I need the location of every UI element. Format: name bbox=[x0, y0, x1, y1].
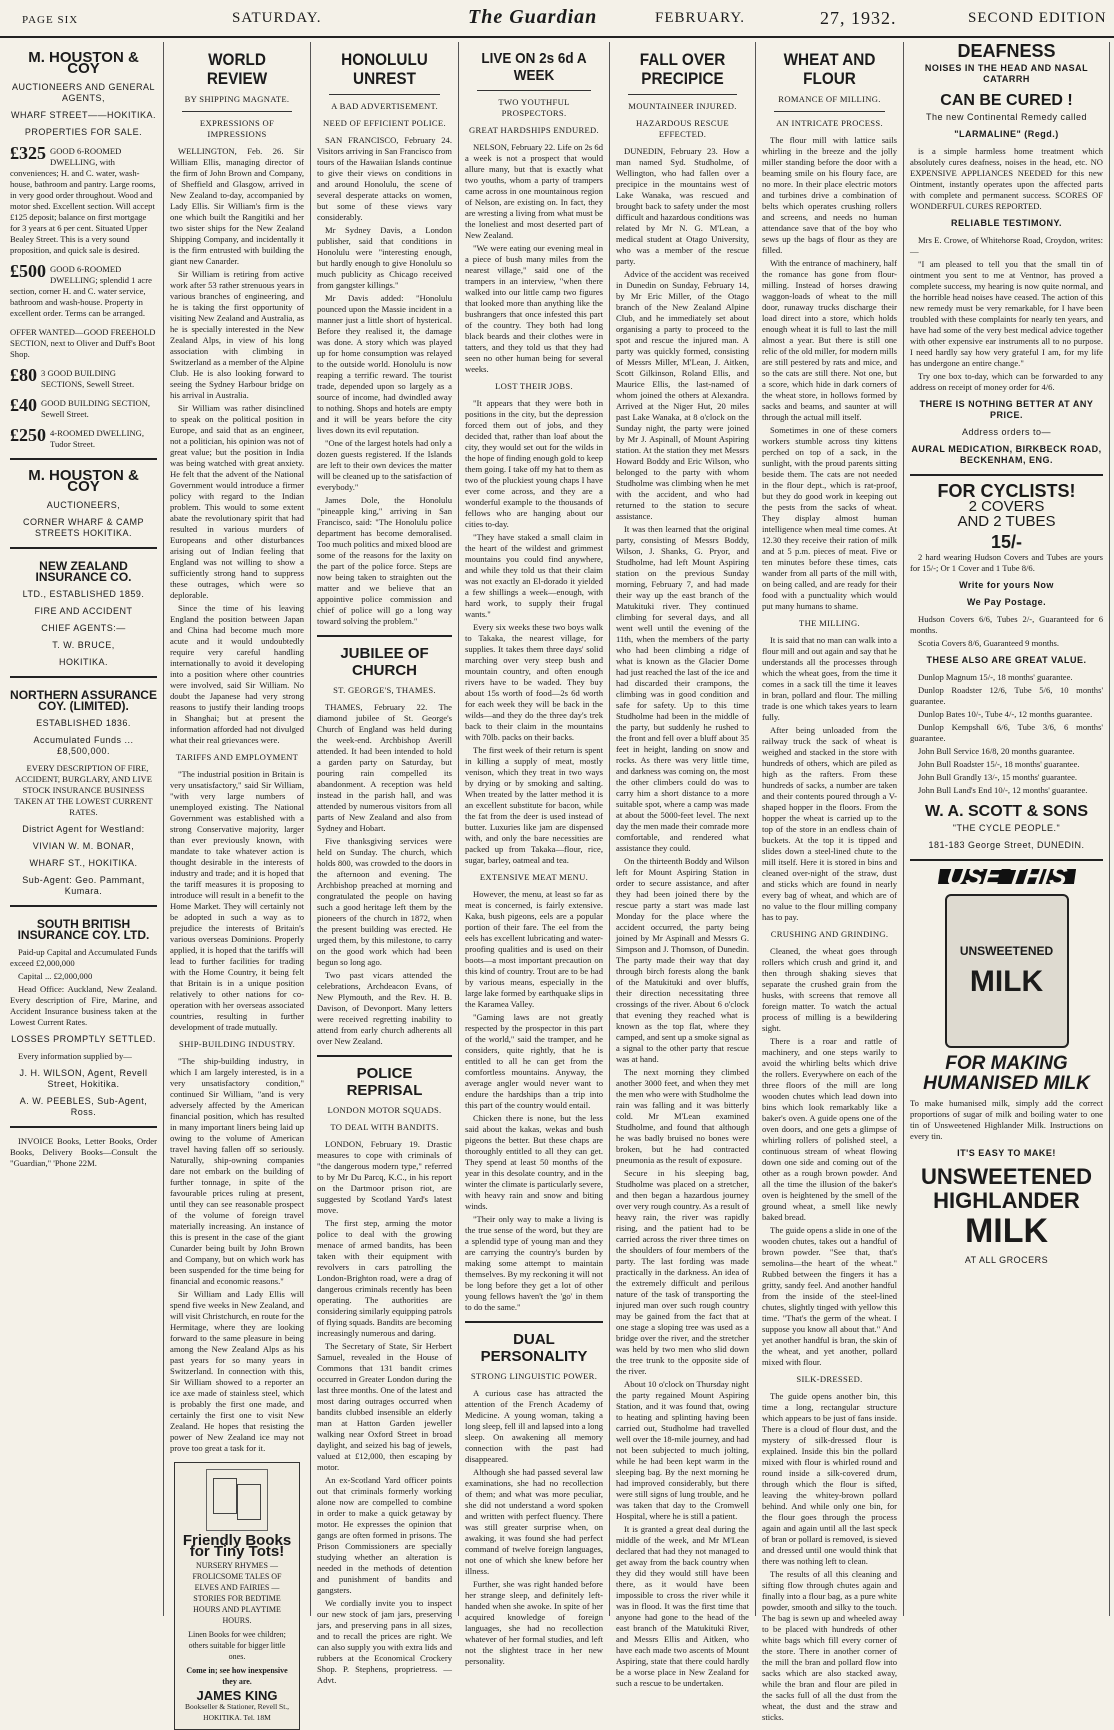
article-paragraph: Chicken there is none, but the less said about the kakas, wekas and bush pigeons the better. But these chaps are thoroughly entitled to all they can get. They spend at least 50 months of the year in this desolate country, and in the winter the climate is particularly severe, with heavy rain and snow and biting winds. bbox=[465, 1113, 603, 1211]
article-paragraph: Sir William is retiring from active work after 53 rather strenuous years in various branches of engineering, and he is taking the first opportunity of visiting New Zealand and Australia, as he is specially interested in the New Zealand Alps, in view of his long association with climbing in Switzerland as a member of the Alpine Club. He is also looking forward to seeing the Sydney Harbour bridge on his arrival in Australia. bbox=[170, 269, 304, 400]
divider bbox=[317, 635, 452, 637]
article-paragraph: Every six weeks these two boys walk to Takaka, the nearest village, for supplies. It takes them three days' solid marching over very steep bush and mountain country, and often enough rivers have to be waded. They buy about 15s worth of food—2s 6d worth for each week they will be back in the wilds—and they do the three day's trek back to their claim in the mountains with 70lb. packs on their backs. bbox=[465, 622, 603, 742]
article-paragraph: It is said that no man can walk into a flour mill and out again and say that he understands all the processes through which the wheat goes, from the time it comes in a sack till the time it leaves in bran, pollard and flour. The milling trade is one which takes years to learn fully. bbox=[762, 635, 897, 722]
article-paragraph: Two past vicars attended the celebrations, Archdeacon Evans, of New Plymouth, and the Rev. H. B. Davison, of Devonport. Many letters were received regretting inability to attend from early church adherents all over New Zealand. bbox=[317, 970, 452, 1046]
subheading: AN INTRICATE PROCESS. bbox=[776, 118, 883, 128]
cyclists-hudson: Hudson Covers 6/6, Tubes 2/-, Guaranteed for 6 months. bbox=[910, 614, 1103, 635]
houston2-ad-role: AUCTIONEERS, bbox=[46, 500, 121, 510]
south-british-capital2: Capital ... £2,000,000 bbox=[18, 971, 93, 981]
tyre-item: John Bull Land's End 10/-, 12 months' guarantee. bbox=[918, 785, 1088, 795]
column-wheat-flour bbox=[756, 42, 904, 1722]
deafness-product: "LARMALINE" (Regd.) bbox=[954, 129, 1059, 139]
article-paragraph: About 10 o'clock on Thursday night the party regained Mount Aspiring Station, and it was found that, owing to heating and splinting having been carried out, Studholme had travelled well over the 18-mile journey, and had not been subjected to much jolting, while he had been kept warm in the sleeping bag. By the next morning he had improved considerably, but there were still signs of lung trouble, and he was taken that day to the Cromwell Hospital, where he is still a patient. bbox=[616, 1379, 749, 1521]
milk-word: MILK bbox=[964, 1212, 1049, 1250]
article-paragraph: James Dole, the Honolulu "pineapple king," arriving in San Francisco, said: "The Honolulu police department has become demoralised. Too much politics and mixed blood are some of the reasons for the laxity on the part of the police force. Steps are now being taken to straighten out the matter and we believe that an appointive police commission and chief of police will go a long way toward solving the problem." bbox=[317, 495, 452, 626]
article-paragraph: The next morning they climbed another 3000 feet, and when they met the men who were with Studholme the rain was falling and it was bitterly cold. Mr M'Lean examined Studholme, and found that although he was badly bruised no bones were broken, but he had contracted pneumonia as the result of exposure. bbox=[616, 1067, 749, 1165]
cyclists-scotia: Scotia Covers 8/6, Guaranteed 9 months. bbox=[918, 638, 1060, 648]
divider bbox=[182, 111, 292, 112]
divider bbox=[10, 547, 157, 549]
article-paragraph: "Their only way to make a living is the true sense of the word, but they are a splendid type of young man and they are carrying the country's burden by making some attempt to maintain themselves. By my reckoning it will not be long before they get a lot of other young fellows haven't the 'go' in them to do the same." bbox=[465, 1214, 603, 1312]
milk-use-this: USE THIS bbox=[937, 869, 1075, 884]
divider bbox=[477, 90, 591, 91]
article-paragraph: Sir William was rather disinclined to speak on the political position in Europe, and said that as an engineer, not a politician, his opinion was not of great value; but the position in India was being watched with great anxiety. He felt that the advent of the National Government would introduce a firmer policy with regard to the Indian problem. This would to some extent abate the revolutionary spirit that had resulted in various murders of Europeans and other disturbances arising out of Indian feeling that England was not willing to show a sufficiently strong hand to suppress these outrages, which were so deplorable. bbox=[170, 403, 304, 600]
article-paragraph: An ex-Scotland Yard officer points out that criminals formerly working alone now are compelled to combine in order to make a quick getaway by motor. He expresses the opinion that gangs are often formed in prisons. The Prison Commissioners are specially studying whether an alteration is needed in the methods of detention and punishment of bandits and gangsters. bbox=[317, 1475, 452, 1595]
nz-insurance-name: NEW ZEALAND INSURANCE CO. bbox=[35, 559, 132, 584]
article-paragraph: On the thirteenth Boddy and Wilson left for Mount Aspiring Station in order to secure assistance, and after they had been joined there by the rescue party a start was made last Monday for the place where the accident occurred, the party being joined by Mr Aspinall and Messrs G. Simpson and J. Thomson, of Dunedin. The party made their way that day through birch forests along the bank of the Matukituki and over bluffs, their direction necessitating three crossings of the river. About 6 o'clock that evening they reached what is known as the top flat, where they camped, and sent up a smoke signal as a signal to the other party that rescue was at hand. bbox=[616, 856, 749, 1064]
property-listing bbox=[10, 425, 157, 450]
houston-ad-name: M. HOUSTON & COY bbox=[28, 49, 139, 77]
books-shop: JAMES KING bbox=[196, 1688, 278, 1703]
milk-unsweetened: UNSWEETENED bbox=[920, 1164, 1093, 1189]
property-description: 3 GOOD BUILDING SECTIONS, Sewell Street. bbox=[41, 368, 135, 389]
article-paragraph: However, the menu, at least so far as meat is concerned, is fairly extensive. Kaka, bush pigeons, eels are a popular portion of their fare. The eel from the eels has excellent lubricating and water-proofing qualities and is used on their boots—a most important precaution on this kind of country. Trout are to be had by various means, especially in the large lake formed by earthquake slips in the Karamea Valley. bbox=[465, 889, 603, 1009]
article-paragraph: There is a roar and rattle of machinery, and one steps warily to avoid the whirling belts which drive the rollers. Everywhere on each of the three floors of the mill are long wooden chutes which lead down into bins which look remarkably like a baker's oven. A guide opens one of the oven doors, and one gets a glimpse of whirling rollers of polished steel, a continuous stream of wheat flowing down one side and coming out of the other as a rough brown powder. And all the time the illusion of the baker's oven is heightened by the smell of the ground wheat, a smell like newly baked bread. bbox=[762, 1036, 897, 1222]
headline-live-on: LIVE ON 2s 6d A WEEK bbox=[481, 50, 587, 84]
property-listing bbox=[10, 365, 157, 390]
property-description: GOOD BUILDING SECTION, Sewell Street. bbox=[41, 398, 151, 419]
books-come: Come in; see how inexpensive they are. bbox=[186, 1666, 288, 1686]
article-paragraph: THAMES, February 22. The diamond jubilee of St. George's Church of England was held during the week-end. Archbishop Averill attended. It had been intended to hold a garden party on Saturday, but pouring rain compelled its abandonment. A reception was held instead in the parish hall, and was attended by numerous visitors from all parts of New Zealand and also from Sydney and Hobart. bbox=[317, 702, 452, 833]
headline-wheat-flour: WHEAT AND FLOUR bbox=[783, 50, 876, 88]
nz-insurance-type: FIRE AND ACCIDENT bbox=[34, 606, 133, 616]
divider bbox=[10, 676, 157, 678]
northern-description: EVERY DESCRIPTION OF FIRE, ACCIDENT, BURGLARY, AND LIVE STOCK INSURANCE BUSINESS TAKEN AT THE LOWEST CURRENT RATES. bbox=[14, 763, 153, 817]
article-paragraph: WELLINGTON, Feb. 26. Sir William Ellis, managing director of the firm of John Brown and Company, of Sheffield and Glasgow, arrived in New Zealand to-day, accompanied by Lady Ellis. Sir William's firm is the one which built the Rangitiki and her two sister ships for the New Zealand Shipping Company, and incidentally it is the firm entrusted with building the giant new Canarder. bbox=[170, 146, 304, 266]
article-paragraph: "It appears that they were both in positions in the city, but the depression forced them out of jobs, and they decided that, rather than loaf about the city, they would set out for the wilds in the hope of finding enough gold to keep them going. I take off my hat to them as two of the pluckiest young chaps I have ever come across, and they are a wonderful example to the thousands of fellows who are hanging about our cities to-day. bbox=[465, 398, 603, 529]
property-listing bbox=[10, 143, 157, 256]
subheading: EXTENSIVE MEAT MENU. bbox=[479, 872, 589, 882]
newspaper-title: The Guardian bbox=[468, 6, 598, 28]
deafness-box: Try one box to-day, which can be forwarded to any address on receipt of money order for 4/6. bbox=[910, 371, 1103, 392]
northern-established: ESTABLISHED 1836. bbox=[36, 718, 131, 728]
article-paragraph: NELSON, February 22. Life on 2s 6d a week is not a prospect that would allure many, but that is exactly what two youths, whom a party of trampers came across in one mountainous region of Nelson, are existing on. In fact, they are wresting a living from what must be the loneliest and most deserted part of New Zealand. bbox=[465, 142, 603, 240]
nz-insurance-town: HOKITIKA. bbox=[58, 657, 108, 667]
property-price: £40 bbox=[10, 395, 37, 415]
headline-world-review: WORLD REVIEW bbox=[206, 50, 268, 88]
masthead-day: SATURDAY. bbox=[232, 10, 322, 26]
scott-tagline: "THE CYCLE PEOPLE." bbox=[952, 823, 1061, 833]
milk-grocers: AT ALL GROCERS bbox=[964, 1255, 1049, 1265]
cyclists-description: 2 hard wearing Hudson Covers and Tubes are yours for 15/-; Or 1 Cover and 1 Tube 8/6. bbox=[910, 552, 1103, 573]
books-title: Friendly Books for Tiny Tots! bbox=[182, 1532, 292, 1560]
property-price: £80 bbox=[10, 365, 37, 385]
headline-dual-personality: DUAL PERSONALITY bbox=[480, 1331, 588, 1365]
books-illustration bbox=[206, 1469, 268, 1531]
south-british-subagent: A. W. PEEBLES, Sub-Agent, Ross. bbox=[19, 1096, 148, 1117]
article-paragraph: "One of the largest hotels had only a dozen guests registered. If the Islands are left to their own devices the matter will be cleaned up to the satisfaction of everybody." bbox=[317, 438, 452, 492]
property-description: 4-ROOMED DWELLING, Tudor Street. bbox=[50, 428, 145, 449]
subheading: STRONG LINGUISTIC POWER. bbox=[470, 1371, 598, 1381]
houston2-ad-name: M. HOUSTON & COY bbox=[28, 467, 139, 495]
article-paragraph: Since the time of his leaving England the position between Japan and China had become much more acute and it would undoubtedly require very careful handling internationally to avoid it developing into a position where other countries were involved, said Sir William. No doubt the Japanese had very strong reasons to justify their landing troops in Shanghai; but at present the information afforded had not divulged what their real grievances were. bbox=[170, 603, 304, 745]
divider bbox=[10, 458, 157, 460]
article-paragraph: A curious case has attracted the attention of the French Academy of Medicine. A young woman, taking a long sleep, fell ill and lapsed into a long sleep. On awakening all memory connection with the past had disappeared. bbox=[465, 1388, 603, 1464]
deafness-address-label: Address orders to— bbox=[961, 427, 1052, 437]
subheading: TWO YOUTHFUL PROSPECTORS. bbox=[498, 97, 570, 118]
cyclists-price: 15/- bbox=[990, 532, 1023, 552]
milk-tin-label: UNSWEETENED bbox=[959, 944, 1054, 958]
article-paragraph: The first week of their return is spent in killing a supply of meat, mostly venison, which they treat in two ways by drying or by smoking and salting. When treated by the latter method it is an excellent substitute for bacon, while the fat from the deer is used instead of butter. Luxuries like jam are dispensed with, and only the bare necessities are packed up from Takaka—flour, rice, sugar, barley, oatmeal and tea. bbox=[465, 745, 603, 865]
article-paragraph: Advice of the accident was received in Dunedin on Sunday, February 14, by Mr Eric Miller, of the Otago branch of the New Zealand Alpine Club, and he immediately set about organising a party to proceed to the spot and rescue the injured man. A party was quickly formed, consisting of Messrs Miller, M'Lean, J. Aitken, Scott Gilkinson, Roland Ellis, and Maurice Ellis, the last-named of whom joined the others at Alexandra. Arrived at the Niger Hut, 20 miles past Lake Wanaka, at 8 o'clock on the Sunday night, the party were joined by Mr J. Aspinall, of Mount Aspiring station. At the station they met Messrs Howard Boddy and Eric Wilson, who belonged to the party with whom Studholme was climbing when he met with the accident, and who had returned to the station to secure assistance. bbox=[616, 269, 749, 521]
headline-police-reprisal: POLICE REPRISAL bbox=[346, 1065, 423, 1099]
article-paragraph: The guide opens another bin, this time a long, rectangular structure which appears to be just of fans inside. There is a cloud of flour dust, and the mystery of silk-dressed flour is explained. Inside this bin the pollard mixed with flour is whirled round and round inside a silk-covered drum, through which the flour is sifted, leaving the whitey-brown pollard behind. And while only one bin, for the flour goes through the process again and again until all the last speck of bran or pollard is removed, is sieved and dressed until one would think that there was nothing left to clean. bbox=[762, 1391, 897, 1566]
divider bbox=[10, 905, 157, 907]
houston2-ad-address: CORNER WHARF & CAMP STREETS HOKITIKA. bbox=[22, 517, 144, 538]
cyclists-values-title: THESE ALSO ARE GREAT VALUE. bbox=[926, 655, 1087, 665]
milk-tin-illustration bbox=[945, 894, 1069, 1048]
subheading: GREAT HARDSHIPS ENDURED. bbox=[469, 125, 599, 135]
cyclists-tubes: AND 2 TUBES bbox=[957, 513, 1056, 530]
masthead bbox=[0, 0, 1114, 38]
deafness-address: AURAL MEDICATION, BIRKBECK ROAD, BECKENHAM, ENG. bbox=[911, 444, 1102, 465]
property-listing bbox=[10, 261, 157, 319]
milk-easy: IT'S EASY TO MAKE! bbox=[957, 1148, 1056, 1158]
deafness-description: is a simple harmless home treatment which absolutely cures deafness, noises in the head, etc. NO EXPENSIVE APPLIANCES NEEDED for this new Ointment, instantly operates upon the affected parts with complete and permanent success. SCORES OF WONDERFUL CURES REPORTED. bbox=[910, 146, 1103, 211]
deafness-subtitle: NOISES IN THE HEAD AND NASAL CATARRH bbox=[924, 63, 1089, 84]
article-paragraph: "The ship-building industry, in which I am largely interested, is in a very unsatisfactory condition," continued Sir William, "and is very adversely affected by the American financial position, which has resulted in many important liners being laid up owing to the volume of American travel having fallen off so seriously. Naturally, ship-owning companies dare not embark on the building of further tonnage, in spite of the favourable prices ruling at present, until they can see reasonable prospect of the volume of foreign travel materially increasing. An instance of this is present in the case of the giant Cunarder being built by John Brown and Company, but on which work has been suspended for the time being for financial and economic reasons." bbox=[170, 1056, 304, 1286]
article-paragraph: "We were eating our evening meal in a piece of bush many miles from the nearest village," said one of the trampers in an interview, "when there walked into our little camp two figures that looked more than anything like the bushrangers that once infested this part of the country. They both had long black beards and their clothes were in tatters, and they told us that they had seen no other human being for several weeks. bbox=[465, 243, 603, 374]
masthead-date: 27, 1932. bbox=[820, 8, 897, 28]
books-text: NURSERY RHYMES — FROLICSOME TALES OF ELVES AND FAIRIES — STORIES FOR BEDTIME HOURS AND PLAYTIME HOURS. bbox=[192, 1561, 282, 1625]
divider bbox=[910, 474, 1103, 476]
subheading: LOST THEIR JOBS. bbox=[495, 381, 573, 391]
edition-label: SECOND EDITION bbox=[968, 10, 1107, 26]
article-paragraph: "They have staked a small claim in the heart of the wildest and grimmest mountains you could find anywhere, and while they told us that their claim was not exactly an El-dorado it yielded a few shillings a week—enough, with hard work, to supply their frugal wants." bbox=[465, 532, 603, 619]
deafness-title: DEAFNESS bbox=[957, 41, 1056, 61]
subheading: MOUNTAINEER INJURED. bbox=[628, 101, 737, 111]
deafness-cure: CAN BE CURED ! bbox=[940, 92, 1073, 109]
divider bbox=[329, 94, 440, 95]
divider bbox=[465, 1321, 603, 1323]
tyre-item: John Bull Roadster 15/-, 18 months' guarantee. bbox=[918, 759, 1080, 769]
article-paragraph: Sometimes in one of these corners workers stumble across tiny kittens perched on top of a sack, in the sunlight, with the proud parents sitting beside them. The cats are not needed in the flour dept., which is rat-proof, but they do good work in keeping out the pests from the sacks of wheat. They display almost human intelligence when meal time comes. At 12.30 they receive their ration of milk and at 5 p.m. pieces of meat. Five or ten minutes before these times, cats wander from all parts of the mill with, on being called, and are ready for their food with a punctuality which would put many humans to shame. bbox=[762, 425, 897, 611]
subheading: ST. GEORGE'S, THAMES. bbox=[333, 685, 436, 695]
deafness-testimony: "I am pleased to tell you that the small tin of ointment you sent to me at Ventnor, has proved a complete success, my hearing is now quite normal, and the horrible head noises have ceased. The action of this new remedy must be very remarkable, for I have been troubled with these complaints for nearly ten years, and have had some of the very best medical advice together with other expensive ear instruments all to no purpose. I need hardly say how very grateful I am, for my life has undergone an entire change." bbox=[910, 259, 1103, 368]
subheading: SILK-DRESSED. bbox=[796, 1374, 863, 1384]
article-paragraph: With the entrance of machinery, half the romance has gone from flour-milling. Instead of horses drawing waggon-loads of wheat to the mill door, runaway trucks discharge their load direct into a store, which holds enough wheat it is full to last the mill almost a year. But there is still one relic of the old miller, for modern mills are still pestered by rats and mice, and so the cats are still there. Not one, but a score, which hide in dark corners of the wheat store, in hollows formed by sacks and beams, and saunter at will through the actual mill itself. bbox=[762, 258, 897, 422]
south-british-losses: LOSSES PROMPTLY SETTLED. bbox=[11, 1034, 156, 1044]
divider bbox=[774, 111, 885, 112]
nz-insurance-established: LTD., ESTABLISHED 1859. bbox=[22, 589, 145, 599]
tyre-item: Dunlop Kempshall 6/6, Tube 3/6, 6 months' guarantee. bbox=[910, 722, 1103, 743]
cyclists-write: Write for yours Now bbox=[959, 580, 1054, 590]
property-price: £500 bbox=[10, 261, 46, 281]
property-description: GOOD 6-ROOMED DWELLING; splendid 1 acre section, corner H. and C. water service, bathroom and wash-house. Property in excellent order. Terms can be arranged. bbox=[10, 264, 152, 318]
divider bbox=[317, 1055, 452, 1057]
article-paragraph: Further, she was right handed before her strange sleep, and definitely left-handed when she awoke. In spite of her acquired knowledge of foreign languages, she had no recollection whatever of her formal studies, and left not the slightest trace in her new personality. bbox=[465, 1579, 603, 1666]
subheading: A BAD ADVERTISEMENT. bbox=[331, 101, 438, 111]
south-british-name: SOUTH BRITISH INSURANCE COY. LTD. bbox=[17, 917, 150, 942]
column-advertisements-left bbox=[4, 42, 164, 1616]
south-british-capital: Paid-up Capital and Accumulated Funds exceed £2,000,000 bbox=[10, 947, 157, 968]
property-price: £325 bbox=[10, 143, 46, 163]
cyclists-covers: 2 COVERS bbox=[968, 498, 1045, 515]
scott-name: W. A. SCOTT & SONS bbox=[925, 803, 1088, 820]
article-paragraph: It is granted a great deal during the middle of the week, and Mr M'Lean declared that had they not managed to get away from the back country when they did they would still have been there, as it would have been impossible to cross the river while it was in flood. It was the first time that anyone had gone to the head of the east branch of the Matukituki River, and Messrs Ellis and Aitken, who have each made two ascents of Mount Aspiring, state that there could hardly be a worse place in New Zealand for such a rescue to be undertaken. bbox=[616, 1524, 749, 1688]
article-paragraph: Sir William and Lady Ellis will spend five weeks in New Zealand, and will visit Christchurch, en route for the Hermitage, where they are looking forward to the same pleasure in being among the New Zealand Alps as his past years for so many years in Switzerland. In connection with this, Sir William showed to a reporter an ice axe made of stainless steel, which is probably the first one made, and certainly the first one to visit New Zealand. He hopes that resisting the power of New Zealand ice may not prove too great a task for it. bbox=[170, 1289, 304, 1453]
article-paragraph: LONDON, February 19. Drastic measures to cope with criminals of "the dangerous modern type," referred to by Mr Du Parcq, K.C., in his report on the Dartmoor prison riot, are suggested by Scotland Yard's latest move. bbox=[317, 1139, 452, 1215]
article-paragraph: Although she had passed several law examinations, she had no recollection of them; and what was more peculiar, she did not understand a word spoken and written with perfect fluency. There was still greater surprise when, on awaking, it was found she had perfect command of twelve foreign languages, not one of which she knew before her illness. bbox=[465, 1467, 603, 1576]
tyre-item: Dunlop Magnum 15/-, 18 months' guarantee. bbox=[918, 672, 1073, 682]
headline-precipice: FALL OVER PRECIPICE bbox=[639, 50, 726, 88]
column-precipice bbox=[610, 42, 756, 1688]
south-british-office: Head Office: Auckland, New Zealand. Every description of Fire, Marine, and Accident Insurance business taken at the Lowest Current Rates. bbox=[10, 984, 157, 1027]
tyre-item: John Bull Service 16/8, 20 months guarantee. bbox=[918, 746, 1075, 756]
subheading: ROMANCE OF MILLING. bbox=[778, 94, 881, 104]
subheading: TARIFFS AND EMPLOYMENT bbox=[175, 752, 299, 762]
article-paragraph: Five thanksgiving services were held on Sunday. The church, which holds 800, was crowded to the doors in the afternoon and evening. The Archbishop preached at morning and congratulated the people on having such a good heritage left them by the pioneers of the church in 1872, when the present building was erected. He urged them, by this milestone, to carry on the good work which had been begun so long ago. bbox=[317, 836, 452, 967]
northern-address: WHARF ST., HOKITIKA. bbox=[29, 858, 138, 868]
column-advertisements-right bbox=[904, 42, 1110, 1616]
milk-advertisement bbox=[910, 861, 1103, 1266]
article-paragraph: We cordially invite you to inspect our new stock of jam jars, preserving jars, and preserving pans in all sizes, and to recall the prices are right. We can also supply you with extra lids and rubbers at the Economical Crockery Shop. P. Stephens, proprietress. —Advt. bbox=[317, 1598, 452, 1685]
property-listing bbox=[10, 395, 157, 420]
deafness-reliable: RELIABLE TESTIMONY. bbox=[950, 218, 1062, 228]
subheading: THE MILLING. bbox=[799, 618, 860, 628]
subheading: SHIP-BUILDING INDUSTRY. bbox=[178, 1039, 296, 1049]
houston-ad-role: AUCTIONEERS AND GENERAL AGENTS, bbox=[11, 82, 156, 103]
tyre-item: Dunlop Roadster 12/6, Tube 5/6, 10 months' guarantee. bbox=[910, 685, 1103, 706]
masthead-month: FEBRUARY. bbox=[655, 10, 746, 26]
houston-ad-address: WHARF STREET——HOKITIKA. bbox=[10, 110, 156, 120]
page-number: PAGE SIX bbox=[22, 14, 79, 26]
property-price: £250 bbox=[10, 425, 46, 445]
nz-insurance-agents-label: CHIEF AGENTS:— bbox=[41, 623, 126, 633]
milk-description: To make humanised milk, simply add the correct proportions of sugar of milk and boiling water to one tin of Unsweetened Highlander Milk. Instructions on every tin. bbox=[910, 1098, 1103, 1141]
divider bbox=[10, 1126, 157, 1128]
cyclists-postage: We Pay Postage. bbox=[966, 597, 1047, 607]
article-paragraph: The Secretary of State, Sir Herbert Samuel, revealed in the House of Commons that 131 bandit crimes occurred in Greater London during the last three months. One of the latest and most daring outrages occurred when bandits clubbed insensible an elderly man at Hatton Garden jeweller walking near Oxford Street in broad daylight, and seized his bag of jewels, valued at £12,000, then escaping by motor. bbox=[317, 1341, 452, 1472]
deafness-nothing-better: THERE IS NOTHING BETTER AT ANY PRICE. bbox=[919, 399, 1094, 420]
article-paragraph: The first step, arming the motor police to deal with the growing menace of armed bandits, has been taken with their equipment with revolvers in cars patrolling the London-Brighton road, were a drag of dangerous criminals recently has been operating. The authorities are considering similarly equipping patrols of flying squads. Bandits are becoming increasingly numerous and daring. bbox=[317, 1218, 452, 1338]
northern-assurance-name: NORTHERN ASSURANCE COY. (LIMITED). bbox=[10, 688, 157, 713]
scott-address: 181-183 George Street, DUNEDIN. bbox=[928, 840, 1085, 850]
article-paragraph: Secure in his sleeping bag, Studholme was placed on a stretcher, and then began a hazardous journey over very rough country. As a result of heavy rain, the river was rapidly rising, and the patient had to be carried across the river three times on the shoulders of four members of the party. The last fording was made practically in the darkness. An idea of the extremely difficult and perilous nature of the task of transporting the injured man over such rough country may be gained from the fact that at one stage a sloping tree was used as a bridge over the river, and the stretcher was held by two men who slid down the tree trunk to the opposite side of the river. bbox=[616, 1168, 749, 1376]
nz-insurance-agent: T. W. BRUCE, bbox=[52, 640, 115, 650]
column-world-review bbox=[164, 42, 311, 1722]
subheading: NEED OF EFFICIENT POLICE. bbox=[323, 118, 446, 128]
milk-tin-word: MILK bbox=[969, 965, 1044, 998]
subheading: CRUSHING AND GRINDING. bbox=[770, 929, 889, 939]
subheading: HAZARDOUS RESCUE EFFECTED. bbox=[636, 118, 729, 139]
article-paragraph: After being unloaded from the railway truck the sack of wheat is weighed and stacked in the store with hundreds of others, which are piled as high as the rafters. From these hundreds of sacks, a number are taken and their contents poured through a V-shaped hopper in the floors. From the hopper the wheat is carried up to the top of the store in an endless chain of buckets. At the top it is tipped and slides down a steel-lined chute to the mill itself. Here it is stored in bins and cleaned over-night of the straw, dust and sticks which are found in nearly every bag of wheat, and which are of no value to the flour milling company has to pay. bbox=[762, 725, 897, 922]
offer-wanted: OFFER WANTED—GOOD FREEHOLD SECTION, next to Oliver and Duff's Boot Shop. bbox=[10, 327, 156, 359]
property-description: GOOD 6-ROOMED DWELLING, with conveniences; H. and C. water, wash-house, bathroom and pantry. Large rooms, in very good order throughout. Wood and motor shed. Excellent section. Will accept £125 deposit; balance on first mortgage for 3 years at 6 per cent. Situated Upper Bealey Street. This is a very sound proposition, and quick sale is desired. bbox=[10, 146, 156, 255]
article-paragraph: Mr Davis added: "Honolulu pounced upon the Massie incident in a manner just a little short of hysterical. Before they realised it, the damage was done. A story which was played up for home consumption was relayed to the outside world. Honolulu is now reaping a terrific reward. The tourist trade, depended upon so largely as a source of income, had dwindled away to nothing. Shops and hotels are empty and it will be years before the city lives down its evil reputation. bbox=[317, 293, 452, 435]
milk-making: FOR MAKING HUMANISED MILK bbox=[923, 1053, 1090, 1094]
milk-highlander: HIGHLANDER bbox=[933, 1188, 1080, 1213]
article-paragraph: The results of all this cleaning and sifting flow through chutes again and finally into a flour bag, as a pure white powder, smooth and silky to the touch. The bag is sewn up and wheeled away to be placed with hundreds of other white bags which fill every corner of the store. There in another corner of the mill the bran and pollard flow into sacks which are also stacked away, while the bran and flour are piled in the sacks full of all the dust from the wheat, the dust and the straw and sticks. bbox=[762, 1569, 897, 1722]
divider bbox=[628, 94, 737, 95]
northern-subagent: Sub-Agent: Geo. Pammant, Kumara. bbox=[22, 875, 145, 896]
northern-funds: Accumulated Funds ... £8,500,000. bbox=[33, 735, 134, 756]
article-paragraph: The guide opens a slide in one of the wooden chutes, takes out a handful of brown powder. "See that, that's semolina—the heart of the wheat." Rubbed between the fingers it has a gritty, sandy feel. And another handful from the inside of the steel-lined chutes, slightly tinged with yellow this time. "That's the germ of the wheat. I suppose you know all about that." And yet another handful is bran, the skin of the wheat, and yet another, pollard mixed with flour. bbox=[762, 1225, 897, 1367]
south-british-info: Every information supplied by— bbox=[18, 1051, 132, 1061]
article-paragraph: The flour mill with lattice sails whirling in the breeze and the jolly miller standing before the door with a beaming smile on his floury face, are no more. In their place electric motors and turbines drive a combination of belts which operates crushing rollers and screens, and needs no human attendance save that of the boy who sews up the bags of flour as they are filled. bbox=[762, 135, 897, 255]
article-paragraph: "The industrial position in Britain is very unsatisfactory," said Sir William, "with very large numbers of unemployed existing. The National Government was established with a strong Conservative majority, larger than ever previously known, with mandate to take whatever action is thought desirable in the interests of industry and trade; and it is hoped that the tariff measures it is proposing to introduce will result in a benefit to the Home Market. They will certainly not be adopted in such a way as to prejudice the interests of Britain's various overseas Dominions. Properly applied, it is hoped that the tariffs will lead to further facilities for trading with the Home Country, it being felt that Britain is in a unique position relatively to other nations for co-operation with her overseas associated countries, resulting in further development of trade mutually. bbox=[170, 769, 304, 1032]
tyre-item: Dunlop Bates 10/-, Tube 4/-, 12 months guarantee. bbox=[918, 709, 1093, 719]
article-paragraph: Cleaned, the wheat goes through rollers which crush and grind it, and then through shaking sieves that separate the crushed grain from the husks, with screens that remove all foreign matter. To watch the actual process of milling is a bewildering sight. bbox=[762, 946, 897, 1033]
south-british-agent: J. H. WILSON, Agent, Revell Street, Hokitika. bbox=[19, 1068, 148, 1089]
column-honolulu bbox=[311, 42, 459, 1685]
invoice-books-notice: INVOICE Books, Letter Books, Order Books, Delivery Books—Consult the "Guardian," 'Phone 22M. bbox=[10, 1136, 157, 1168]
article-paragraph: DUNEDIN, February 23. How a man named Syd. Studholme, of Wellington, who had fallen over a precipice in the mountains west of Lake Wanaka, was rescued and brought back to safety under the most difficult and hazardous conditions was related by Mr N. G. M'Lean, a medical student at Otago University, who was a member of the rescue party. bbox=[616, 146, 749, 266]
cyclists-title: FOR CYCLISTS! bbox=[937, 481, 1076, 501]
books-address: Bookseller & Stationer, Revell St., HOKITIKA. Tel. 18M bbox=[184, 1702, 290, 1722]
article-paragraph: It was then learned that the original party, consisting of Messrs Boddy, Wilson, J. Shanks, G. Pryor, and Studholme, had left Mount Aspiring station on the previous Sunday morning, February 7, and had made their way up the east branch of the Matukituki river. They continued climbing for several days, and all went well until the evening of the 11th, when the members of the party who had been climbing a ridge of what is known as the Glacier Dome had just reached the last of the ice and had discarded their crampons, the climbing was in good condition and safe for safety. Up to this time Studholme had been in the middle of the party, but suddenly he rushed to the front and fell over a bluff about 35 feet in height, landing on snow and rocks. As there was very little time, and darkness was coming on, the most the other climbers could do was to carry him a short distance to a more suitable spot, where a camp was made at about the 5000-feet level. The next day the men made their comrade more comfortable, and rendered what assistance they could. bbox=[616, 524, 749, 853]
northern-agent: VIVIAN W. M. BONAR, bbox=[32, 841, 135, 851]
headline-honolulu: HONOLULU UNREST bbox=[341, 50, 428, 88]
books-advertisement bbox=[174, 1462, 300, 1730]
article-paragraph: "Gaming laws are not greatly respected by the prospector in this part of the world," said the tramper, and he considers, quite rightly, that he is entitled to all he can get from the comfortless mountains. Anyway, the average angler would never want to endure the hardships than a trip into this part of the country would entail. bbox=[465, 1012, 603, 1110]
subheading: EXPRESSIONS OF IMPRESSIONS bbox=[199, 118, 275, 139]
subheading: LONDON MOTOR SQUADS. bbox=[327, 1105, 442, 1115]
books-note: Linen Books for wee children; others suitable for bigger little ones. bbox=[188, 1630, 286, 1661]
deafness-testimony-author: Mrs E. Crowe, of Whitehorse Road, Croydon, writes:— bbox=[910, 235, 1103, 256]
tyre-item: John Bull Grandly 13/-, 15 months' guarantee. bbox=[918, 772, 1078, 782]
headline-jubilee: JUBILEE OF CHURCH bbox=[340, 645, 429, 679]
properties-title: PROPERTIES FOR SALE. bbox=[24, 127, 143, 137]
northern-agent-title: District Agent for Westland: bbox=[22, 824, 145, 834]
subheading: TO DEAL WITH BANDITS. bbox=[330, 1122, 439, 1132]
article-paragraph: SAN FRANCISCO, February 24. Visitors arriving in San Francisco from tours of the Hawaiian Islands continue to give their views on conditions in and around Honolulu, the scene of several desperate attacks on women, but some of these views vary considerably. bbox=[317, 135, 452, 222]
column-live-on bbox=[459, 42, 610, 1666]
deafness-intro: The new Continental Remedy called bbox=[925, 112, 1088, 122]
article-paragraph: Mr Sydney Davis, a London publisher, said that conditions in Honolulu were "interesting enough, but hardly enough to give Honolulu so much publicity as Chicago received from gangster killings." bbox=[317, 225, 452, 290]
byline: BY SHIPPING MAGNATE. bbox=[184, 94, 290, 104]
